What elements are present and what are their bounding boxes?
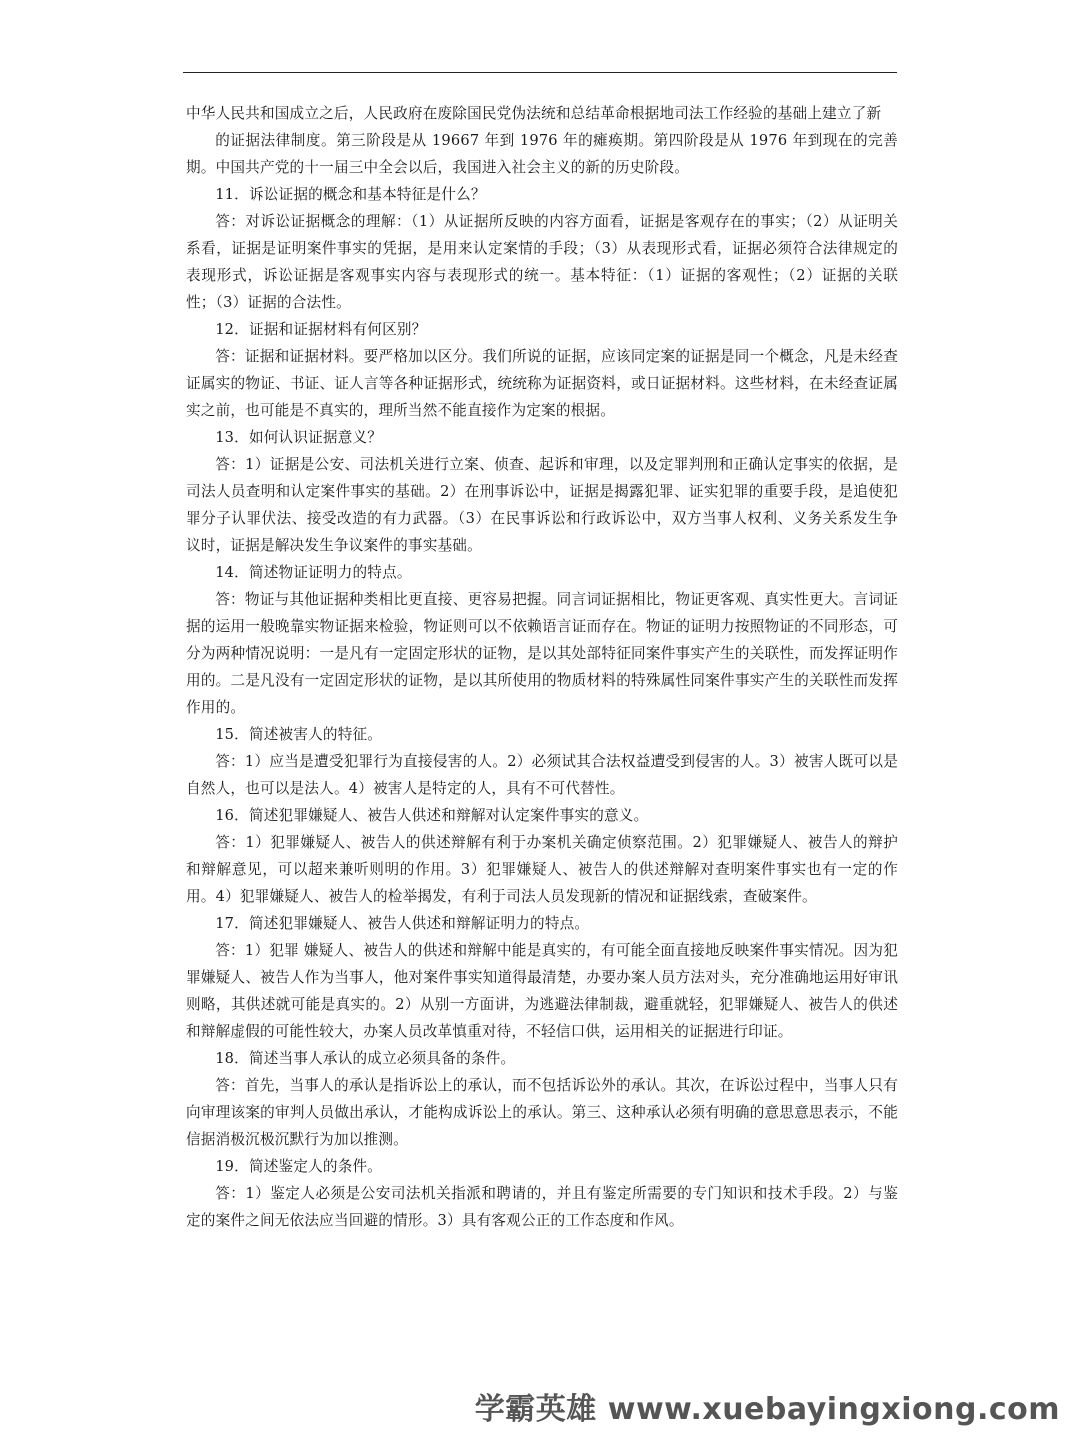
question-heading: 15．简述被害人的特征。	[215, 726, 383, 743]
question-heading: 19．简述鉴定人的条件。	[215, 1158, 383, 1175]
answer-paragraph: 答：1）鉴定人必须是公安司法机关指派和聘请的，并且有鉴定所需要的专门知识和技术手段。2）与鉴定的案件之间无依法应当回避的情形。3）具有客观公正的工作态度和作风。	[186, 1185, 898, 1229]
question-heading: 12．证据和证据材料有何区别？	[215, 321, 427, 338]
answer-paragraph: 答：对诉讼证据概念的理解：（1）从证据所反映的内容方面看，证据是客观存在的事实；（2）从证明关系看，证据是证明案件事实的凭据，是用来认定案情的手段；（3）从表现形式看，证据必须符合法律规定的表现形式，诉讼证据是客观事实内容与表现形式的统一。基本特征：（1）证据的客观性；（2）证据的关联性；（3）证据的合法性。	[186, 213, 898, 311]
answer-paragraph: 答：1）应当是遭受犯罪行为直接侵害的人。2）必须试其合法权益遭受到侵害的人。3）被害人既可以是自然人，也可以是法人。4）被害人是特定的人，具有不可代替性。	[186, 753, 898, 797]
answer-paragraph: 答：首先，当事人的承认是指诉讼上的承认，而不包括诉讼外的承认。其次，在诉讼过程中，当事人只有向审理该案的审判人员做出承认，才能构成诉讼上的承认。第三、这种承认必须有明确的意思意思表示，不能信据消极沉极沉默行为加以推测。	[186, 1077, 898, 1148]
paragraph: 的证据法律制度。第三阶段是从 19667 年到 1976 年的瘫痪期。第四阶段是从 1976 年到现在的完善期。中国共产党的十一届三中全会以后，我国进入社会主义的新的历史阶段。	[186, 132, 898, 176]
answer-paragraph: 答：1）犯罪 嫌疑人、被告人的供述和辩解中能是真实的，有可能全面直接地反映案件事实情况。因为犯罪嫌疑人、被告人作为当事人，他对案件事实知道得最清楚，办要办案人员方法对头，充分准确地运用好审讯则略，其供述就可能是真实的。2）从别一方面讲，为逃避法律制裁，避重就轻，犯罪嫌疑人、被告人的供述和辩解虚假的可能性较大，办案人员改革慎重对待，不轻信口供，运用相关的证据进行印证。	[186, 942, 898, 1040]
question-heading: 18．简述当事人承认的成立必须具备的条件。	[215, 1050, 516, 1067]
answer-paragraph: 答：证据和证据材料。要严格加以区分。我们所说的证据，应该同定案的证据是同一个概念，凡是未经查证属实的物证、书证、证人言等各种证据形式，统统称为证据资料，或日证据材料。这些材料，在未经查证属实之前，也可能是不真实的，理所当然不能直接作为定案的根据。	[186, 348, 898, 419]
question-heading: 13．如何认识证据意义？	[215, 429, 383, 446]
answer-paragraph: 答：1）犯罪嫌疑人、被告人的供述辩解有利于办案机关确定侦察范围。2）犯罪嫌疑人、被告人的辩护和辩解意见，可以超来兼听则明的作用。3）犯罪嫌疑人、被告人的供述辩解对查明案件事实也有一定的作用。4）犯罪嫌疑人、被告人的检举揭发，有利于司法人员发现新的情况和证据线索，查破案件。	[186, 834, 898, 905]
body-text	[186, 100, 898, 1234]
question-heading: 11．诉讼证据的概念和基本特征是什么？	[215, 186, 486, 203]
question-heading: 17．简述犯罪嫌疑人、被告人供述和辩解证明力的特点。	[215, 915, 590, 932]
answer-paragraph: 答：1）证据是公安、司法机关进行立案、侦查、起诉和审理，以及定罪判刑和正确认定事实的依据，是司法人员查明和认定案件事实的基础。2）在刑事诉讼中，证据是揭露犯罪、证实犯罪的重要手段，是追使犯罪分子认罪伏法、接受改造的有力武器。（3）在民事诉讼和行政诉讼中，双方当事人权利、义务关系发生争议时，证据是解决发生争议案件的事实基础。	[186, 456, 898, 554]
paragraph: 中华人民共和国成立之后，人民政府在废除国民党伪法统和总结革命根据地司法工作经验的基础上建立了新	[186, 105, 882, 122]
answer-paragraph: 答：物证与其他证据种类相比更直接、更容易把握。同言词证据相比，物证更客观、真实性更大。言词证据的运用一般晚靠实物证据来检验，物证则可以不依赖语言证而存在。物证的证明力按照物证的不同形态，可分为两种情况说明：一是凡有一定固定形状的证物，是以其处部特征同案件事实产生的关联性，而发挥证明作用的。二是凡没有一定固定形状的证物，是以其所使用的物质材料的特殊属性同案件事实产生的关联性而发挥作用的。	[186, 591, 898, 716]
question-heading: 16．简述犯罪嫌疑人、被告人供述和辩解对认定案件事实的意义。	[215, 807, 649, 824]
header-rule	[183, 72, 897, 73]
question-heading: 14．简述物证证明力的特点。	[215, 564, 412, 581]
watermark: 学霸英雄 www.xuebayingxiong.com	[474, 1392, 1060, 1427]
